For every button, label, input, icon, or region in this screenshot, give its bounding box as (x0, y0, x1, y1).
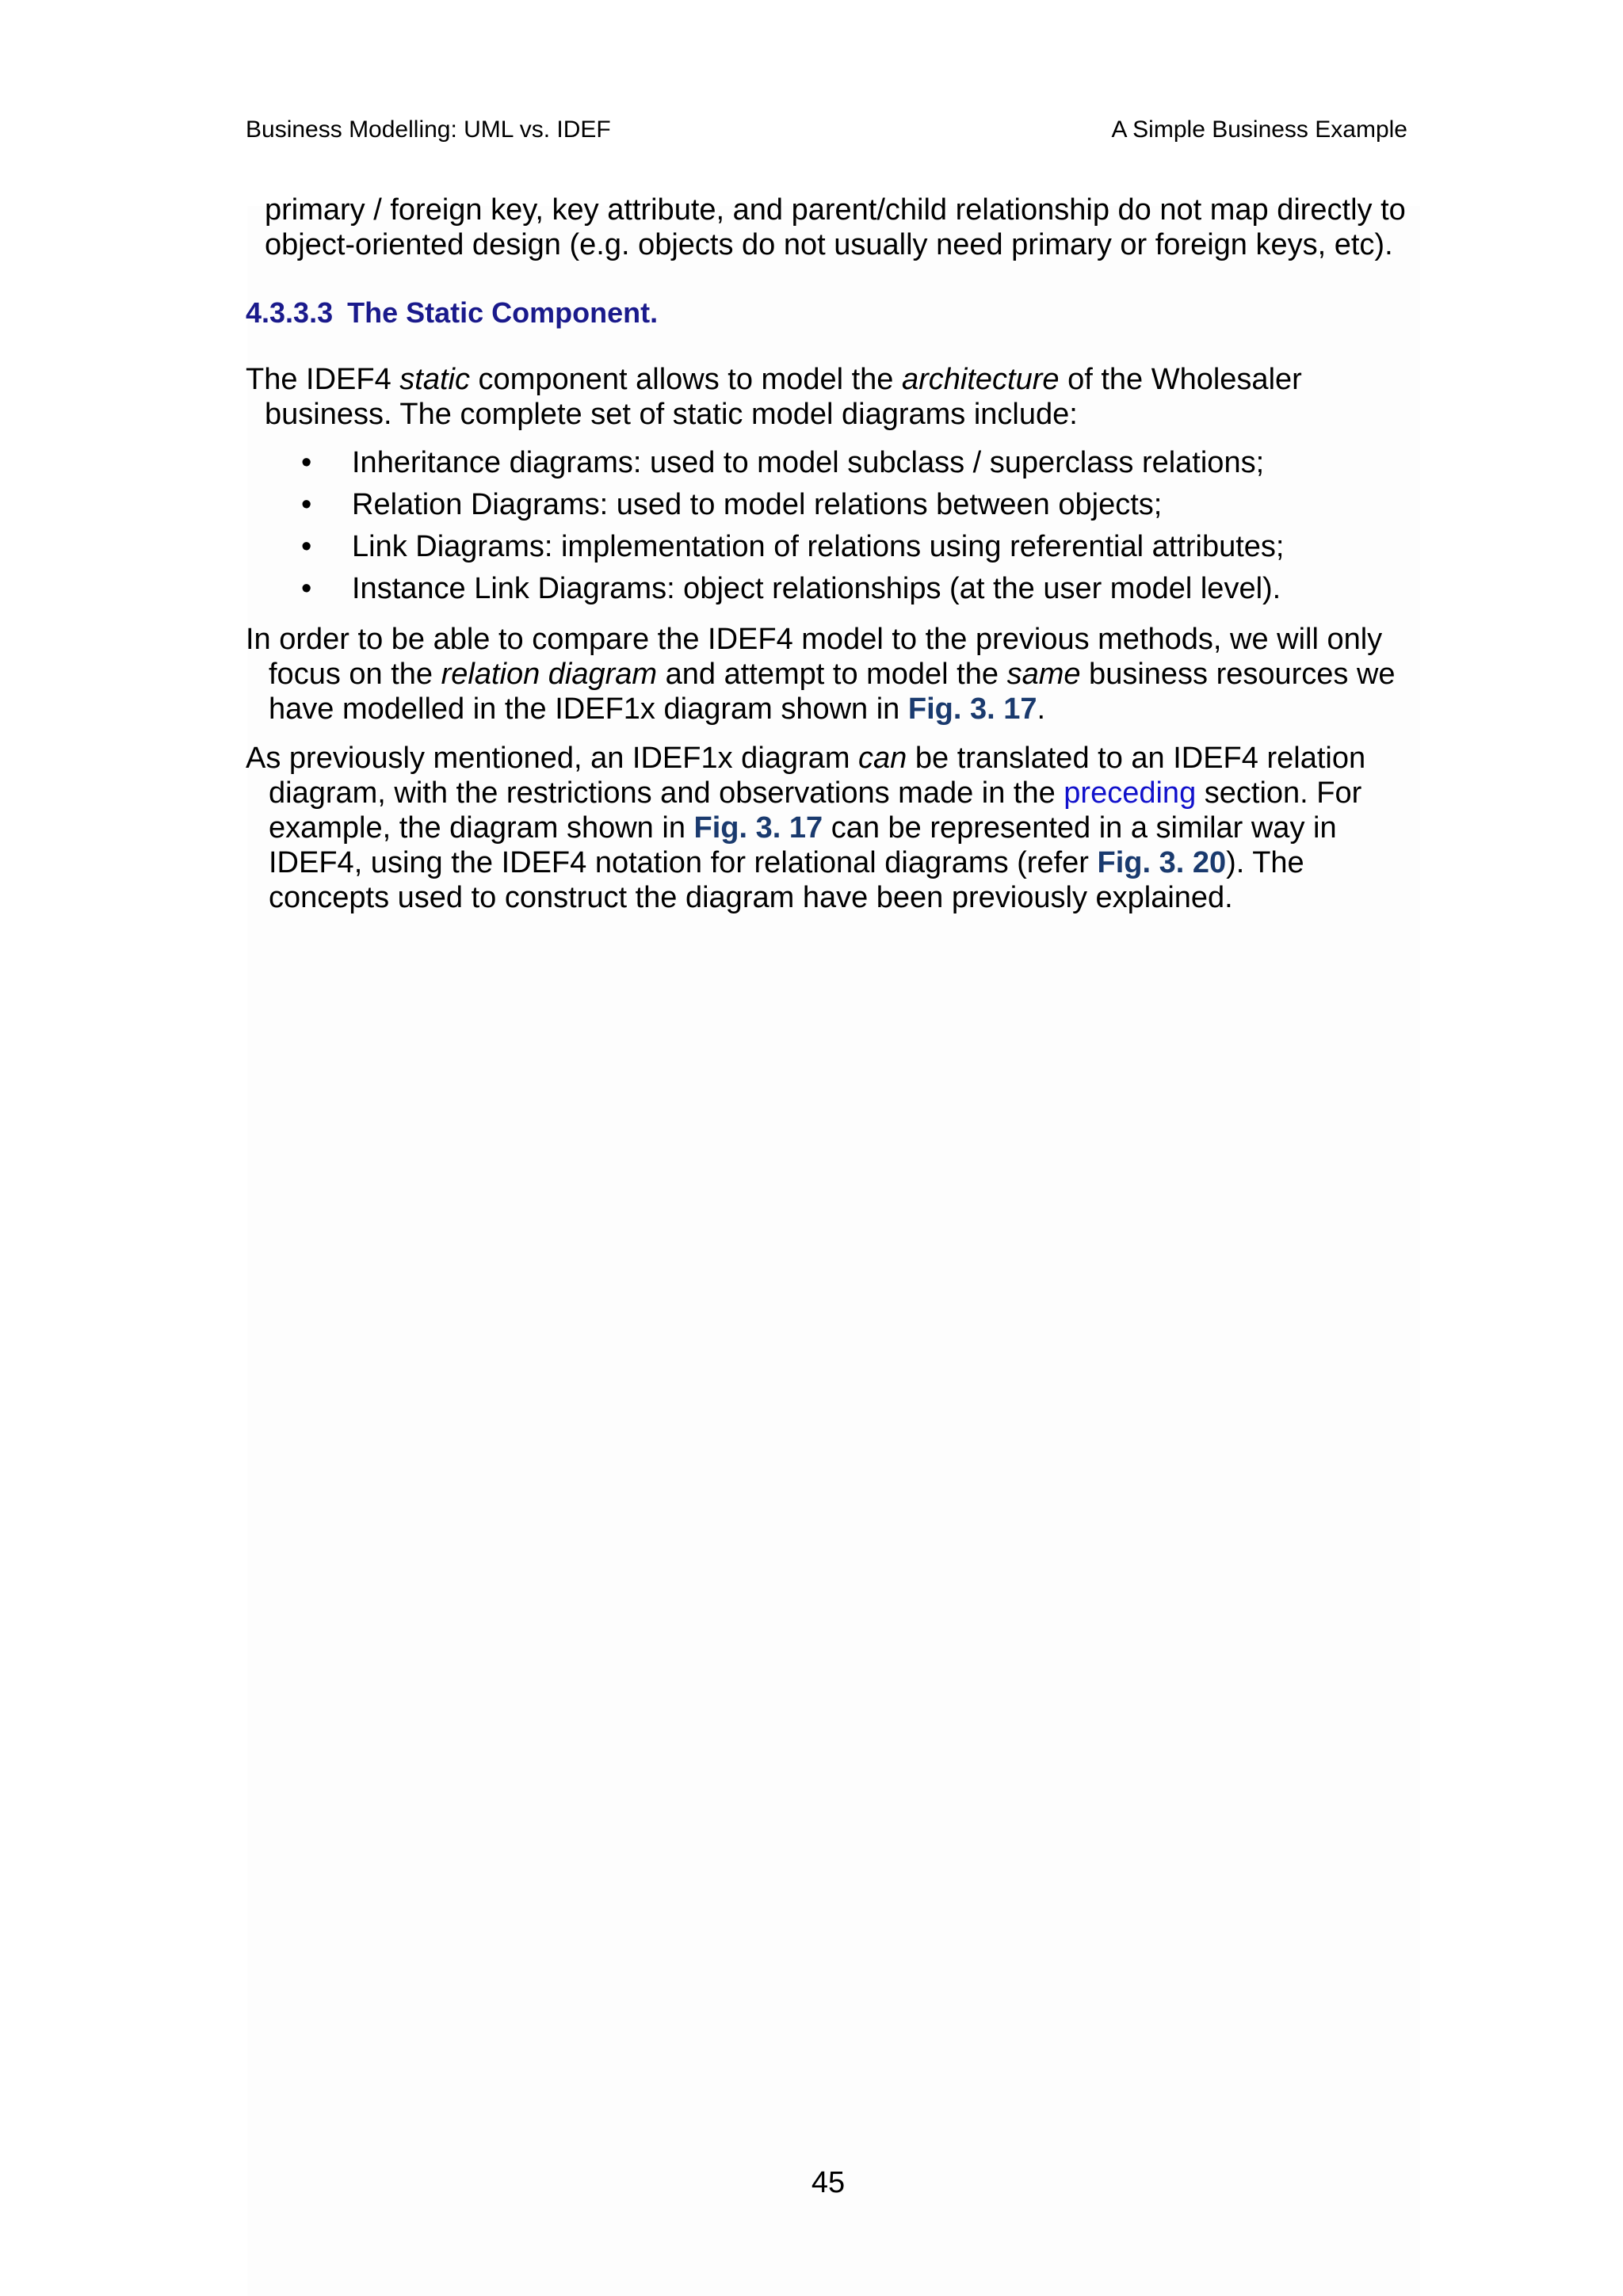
paragraph-line (246, 362, 1411, 397)
section-heading (246, 296, 658, 330)
list-item (246, 442, 1411, 484)
figure-reference-link[interactable]: Fig. 3. 17 (693, 811, 823, 845)
intro-line: primary / foreign key, key attribute, and parent/child relationship do not map directly to (265, 193, 1406, 227)
bullet-icon: • (301, 572, 312, 605)
paragraph-line (246, 845, 1411, 880)
text-run: be translated to an IDEF4 relation (907, 742, 1366, 775)
list-item-text: Instance Link Diagrams: object relationships (at the user model level). (352, 572, 1281, 605)
paragraph-line: business. The complete set of static model diagrams include: (265, 398, 1078, 431)
text-run: ). The (1226, 846, 1304, 879)
paragraph-line (246, 692, 1411, 727)
text-run: IDEF4, using the IDEF4 notation for relational diagrams (refer (269, 846, 1098, 879)
text-run: example, the diagram shown in (269, 811, 694, 845)
text-run: diagram, with the restrictions and observations made in the (269, 776, 1064, 810)
paragraph-line: concepts used to construct the diagram have been previously explained. (269, 881, 1233, 914)
text-run: section. For (1196, 776, 1362, 810)
intro-line: object-oriented design (e.g. objects do not usually need primary or foreign keys, etc). (265, 228, 1393, 261)
intro-paragraph (246, 193, 1411, 262)
text-run: . (1037, 692, 1046, 726)
bullet-icon: • (301, 446, 312, 479)
preceding-section-link[interactable]: preceding (1064, 776, 1197, 810)
paragraph-line (246, 741, 1411, 776)
italic-architecture: architecture (901, 363, 1060, 396)
italic-relation-diagram: relation diagram (441, 658, 658, 691)
static-component-paragraph (246, 362, 1411, 432)
running-header-right: A Simple Business Example (1111, 116, 1407, 143)
text-run: The IDEF4 (246, 363, 400, 396)
text-run: can be represented in a similar way in (823, 811, 1337, 845)
bullet-icon: • (301, 488, 312, 521)
paragraph-line (246, 776, 1411, 810)
bullet-icon: • (301, 530, 312, 563)
section-number: 4.3.3.3 (246, 296, 334, 329)
text-run: and attempt to model the (657, 658, 1007, 691)
list-item-text: Inheritance diagrams: used to model subclass / superclass relations; (352, 446, 1265, 479)
text-run: business resources we (1080, 658, 1396, 691)
text-run: focus on the (269, 658, 441, 691)
list-item (246, 568, 1411, 610)
italic-can: can (858, 742, 907, 775)
text-run: have modelled in the IDEF1x diagram shown in (269, 692, 908, 726)
italic-static: static (399, 363, 470, 396)
paragraph-line (246, 810, 1411, 845)
section-title: The Static Component. (347, 296, 659, 329)
static-diagram-list (246, 442, 1411, 610)
italic-same: same (1006, 658, 1081, 691)
text-run: component allows to model the (470, 363, 902, 396)
translation-paragraph (246, 741, 1411, 915)
paragraph-line: In order to be able to compare the IDEF4 model to the previous methods, we will only (246, 623, 1383, 656)
list-item-text: Link Diagrams: implementation of relations using referential attributes; (352, 530, 1285, 563)
page-number: 45 (811, 2166, 846, 2199)
comparison-paragraph (246, 622, 1411, 727)
list-item-text: Relation Diagrams: used to model relations between objects; (352, 488, 1163, 521)
running-header-left: Business Modelling: UML vs. IDEF (246, 116, 611, 143)
text-run: As previously mentioned, an IDEF1x diagram (246, 742, 859, 775)
paragraph-line (246, 657, 1411, 692)
figure-reference-link[interactable]: Fig. 3. 17 (907, 692, 1037, 726)
figure-reference-link[interactable]: Fig. 3. 20 (1097, 846, 1227, 879)
text-run: of the Wholesaler (1059, 363, 1302, 396)
list-item (246, 484, 1411, 526)
list-item (246, 526, 1411, 568)
